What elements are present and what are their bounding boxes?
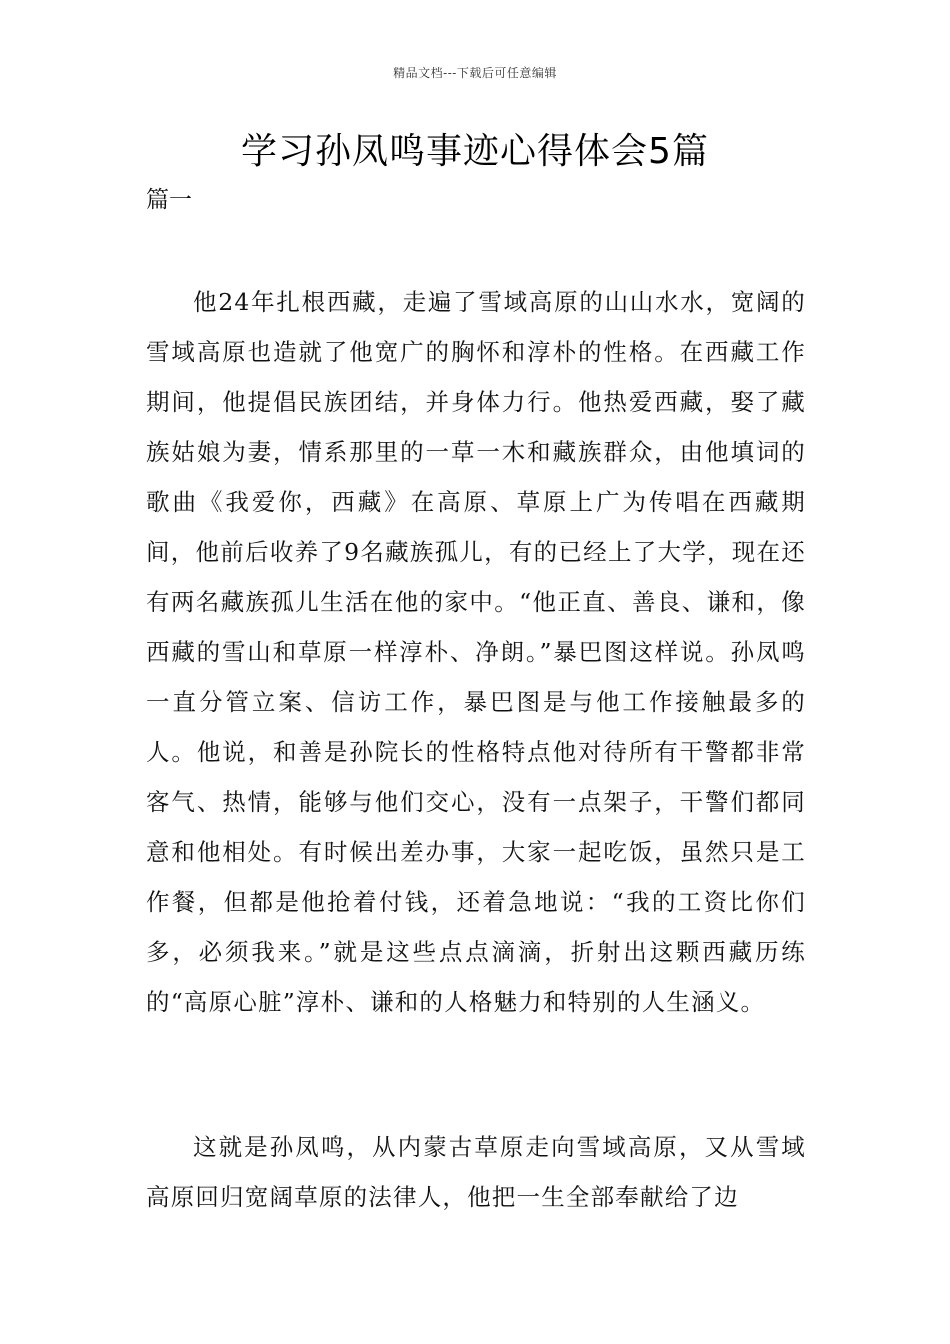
section-label: 篇一: [146, 187, 192, 213]
document-title: 学习孙凤鸣事迹心得体会5篇: [241, 131, 709, 172]
body-paragraph: 这就是孙凤鸣，从内蒙古草原走向雪域高原，又从雪域高原回归宽阔草原的法律人，他把一生全部奉献给了边: [146, 1133, 806, 1211]
header-note: 精品文档---下载后可任意编辑: [393, 66, 557, 80]
body-paragraph: 他24年扎根西藏，走遍了雪域高原的山山水水，宽阔的雪域高原也造就了他宽广的胸怀和淳朴的性格。在西藏工作期间，他提倡民族团结，并身体力行。他热爱西藏，娶了藏族姑娘为妻，情系那里的一草一木和藏族群众，由他填词的歌曲《我爱你，西藏》在高原、草原上广为传唱在西藏期间，他前后收养了9名藏族孤儿，有的已经上了大学，现在还有两名藏族孤儿生活在他的家中。“他正直、善良、谦和，像西藏的雪山和草原一样淳朴、净朗。”暴巴图这样说。孙凤鸣一直分管立案、信访工作，暴巴图是与他工作接触最多的人。他说，和善是孙院长的性格特点他对待所有干警都非常客气、热情，能够与他们交心，没有一点架子，干警们都同意和他相处。有时候出差办事，大家一起吃饭，虽然只是工作餐，但都是他抢着付钱，还着急地说：“我的工资比你们多，必须我来。”就是这些点点滴滴，折射出这颗西藏历练的“高原心脏”淳朴、谦和的人格魅力和特别的人生涵义。: [146, 288, 806, 1016]
